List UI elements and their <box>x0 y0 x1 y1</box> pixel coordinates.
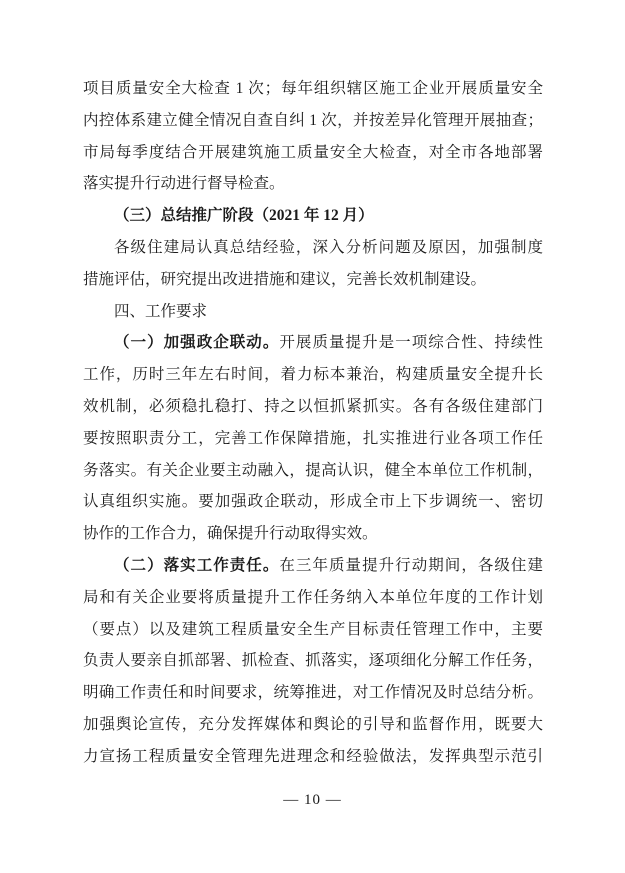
text-line <box>83 327 543 359</box>
text-line: 明确工作责任和时间要求，统筹推进，对工作情况及时总结分析。 <box>83 684 543 702</box>
text-line: 落实提升行动进行督导检查。 <box>83 175 285 193</box>
lead-in-rest: 在三年质量提升行动期间，各级住建 <box>279 556 543 574</box>
text-line: 认真组织实施。要加强政企联动，形成全市上下步调统一、密切 <box>83 493 543 511</box>
section-heading: 四、工作要求 <box>114 302 208 320</box>
stage-heading: （三）总结推广阶段（2021 年 12 月） <box>114 207 374 225</box>
text-line: 协作的工作合力，确保提升行动取得实效。 <box>83 525 378 543</box>
text-line: 局和有关企业要将质量提升工作任务纳入本单位年度的工作计划 <box>83 588 543 606</box>
text-line <box>83 550 543 582</box>
text-line: 要按照职责分工，完善工作保障措施，扎实推进行业各项工作任 <box>83 429 543 447</box>
lead-in-bold: （一）加强政企联动。 <box>114 334 280 352</box>
text-line: 内控体系建立健全情况自查自纠 1 次，并按差异化管理开展抽查； <box>83 111 543 129</box>
text-line: （要点）以及建筑工程质量安全生产目标责任管理工作中，主要 <box>83 620 543 638</box>
text-line: 工作，历时三年左右时间，着力标本兼治，构建质量安全提升长 <box>83 366 543 384</box>
page-number: — 10 — <box>283 792 342 808</box>
text-line: 措施评估，研究提出改进措施和建议，完善长效机制建设。 <box>83 270 487 288</box>
text-line: 市局每季度结合开展建筑施工质量安全大检查，对全市各地部署 <box>83 143 543 161</box>
text-line: 效机制，必须稳扎稳打、持之以恒抓紧抓实。各有各级住建部门 <box>83 397 543 415</box>
text-line: 负责人要亲自抓部署、抓检查、抓落实，逐项细化分解工作任务， <box>83 652 543 670</box>
document-body <box>83 73 543 773</box>
text-line: 加强舆论宣传，充分发挥媒体和舆论的引导和监督作用，既要大 <box>83 715 543 733</box>
text-line: 项目质量安全大检查 1 次；每年组织辖区施工企业开展质量安全 <box>83 80 543 97</box>
text-line: 务落实。有关企业要主动融入，提高认识，健全本单位工作机制， <box>83 461 543 479</box>
text-line: 各级住建局认真总结经验，深入分析问题及原因，加强制度 <box>114 238 543 256</box>
text-line: 力宣扬工程质量安全管理先进理念和经验做法，发挥典型示范引 <box>83 747 543 765</box>
lead-in-rest: 开展质量提升是一项综合性、持续性 <box>279 334 543 352</box>
lead-in-bold: （二）落实工作责任。 <box>114 556 280 574</box>
